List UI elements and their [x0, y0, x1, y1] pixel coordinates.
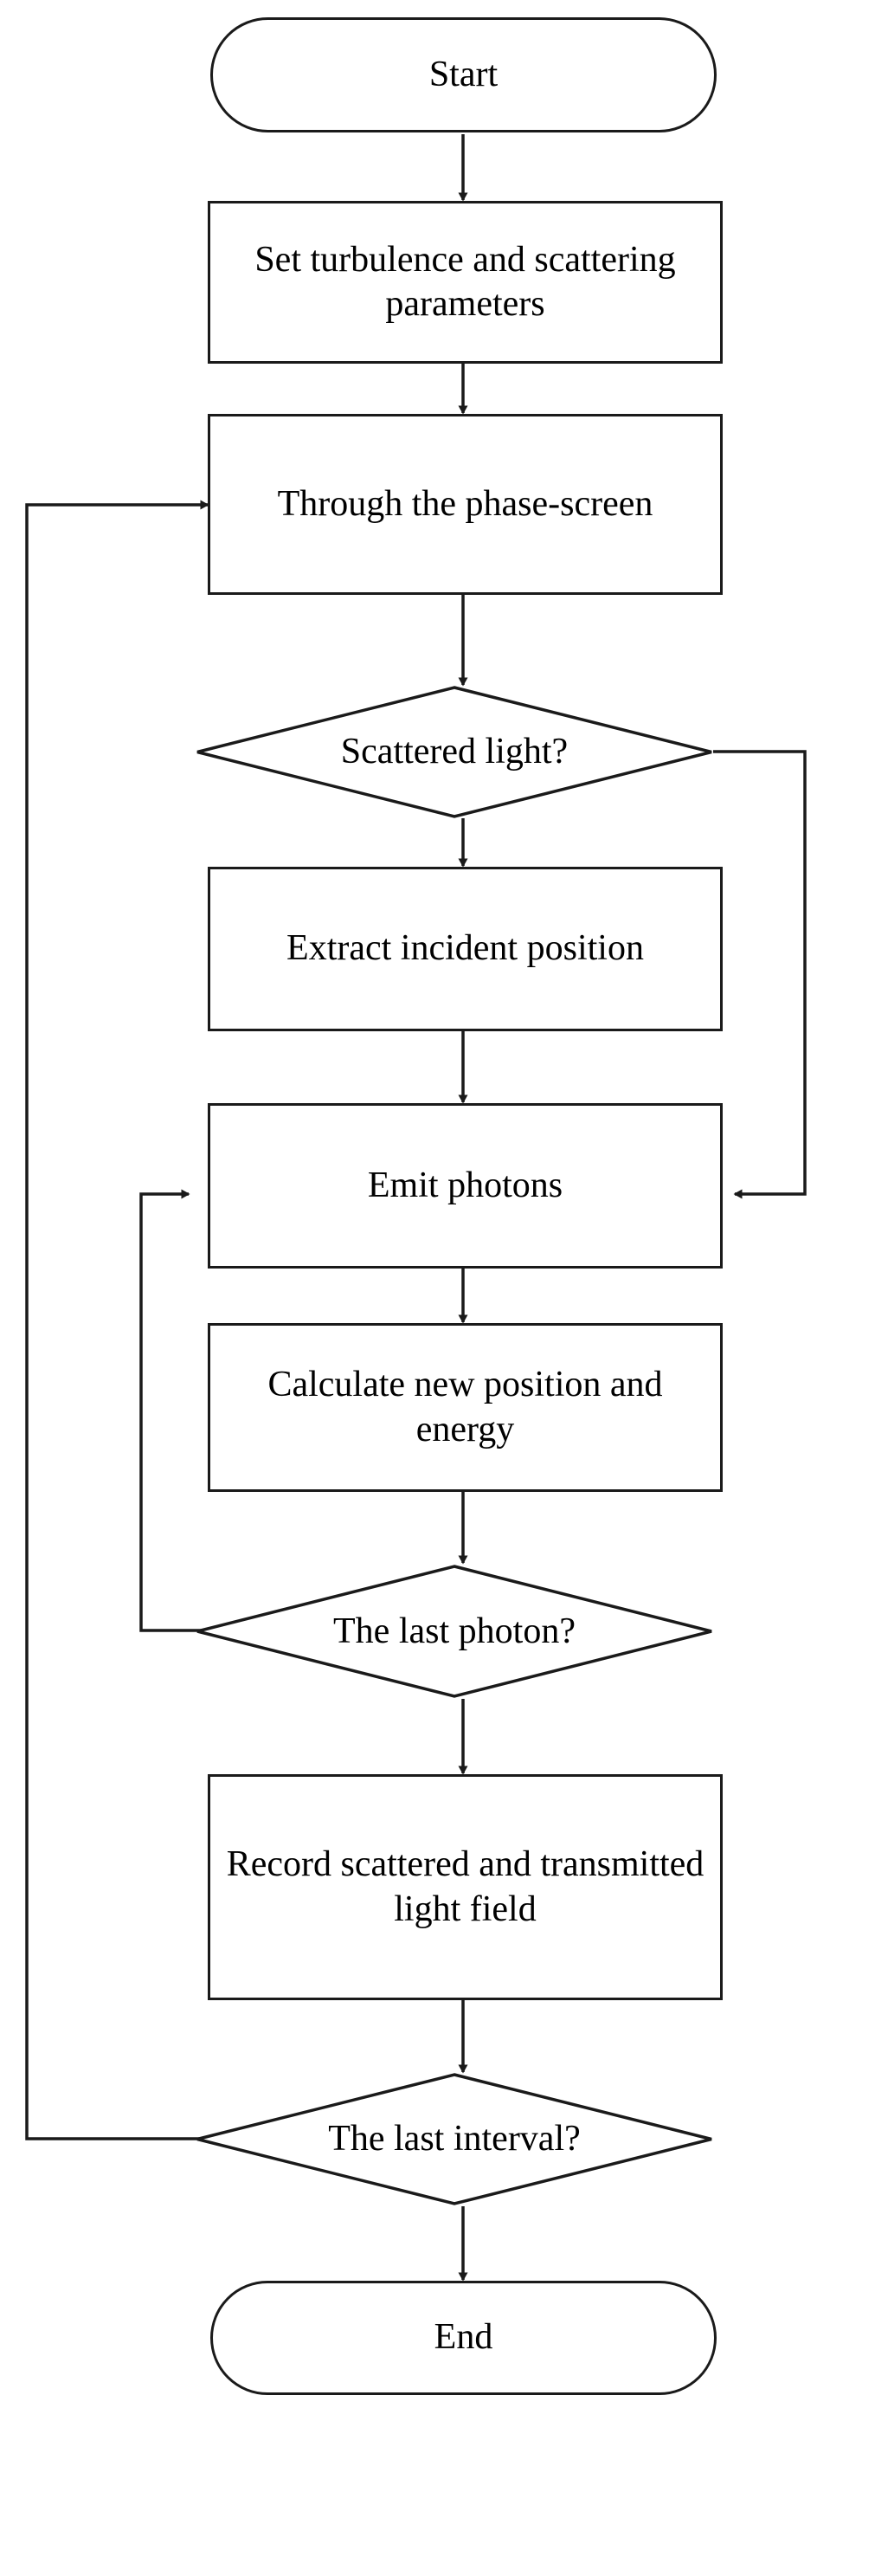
node-emit-photons-label: Emit photons [367, 1165, 563, 1205]
node-end-label: End [434, 2317, 493, 2358]
node-set-parameters[interactable] [208, 201, 723, 364]
node-last-photon[interactable] [195, 1564, 714, 1699]
node-last-interval[interactable] [195, 2072, 714, 2206]
node-record-light-field[interactable] [208, 1774, 723, 2000]
node-scattered-light-label: Scattered light? [340, 732, 569, 772]
node-calculate-position-energy[interactable] [208, 1323, 723, 1492]
edge-lastinterval-phase [27, 505, 213, 2139]
node-last-interval-label: The last interval? [328, 2119, 581, 2160]
edge-scattered-emit [713, 752, 805, 1194]
node-set-parameters-label: Set turbulence and scattering parameters [254, 239, 676, 324]
node-end[interactable] [210, 2281, 717, 2395]
node-extract-incident-position[interactable] [208, 867, 723, 1031]
node-emit-photons[interactable] [208, 1103, 723, 1269]
node-last-photon-label: The last photon? [333, 1611, 576, 1651]
node-calculate-position-energy-label: Calculate new position and energy [267, 1365, 663, 1449]
node-start[interactable] [210, 17, 717, 132]
node-through-phase-screen[interactable] [208, 414, 723, 595]
node-through-phase-screen-label: Through the phase-screen [277, 483, 653, 524]
node-record-light-field-label: Record scattered and transmitted light field [226, 1844, 705, 1929]
node-start-label: Start [428, 54, 499, 94]
node-extract-incident-position-label: Extract incident position [286, 928, 644, 969]
node-scattered-light[interactable] [195, 685, 714, 819]
